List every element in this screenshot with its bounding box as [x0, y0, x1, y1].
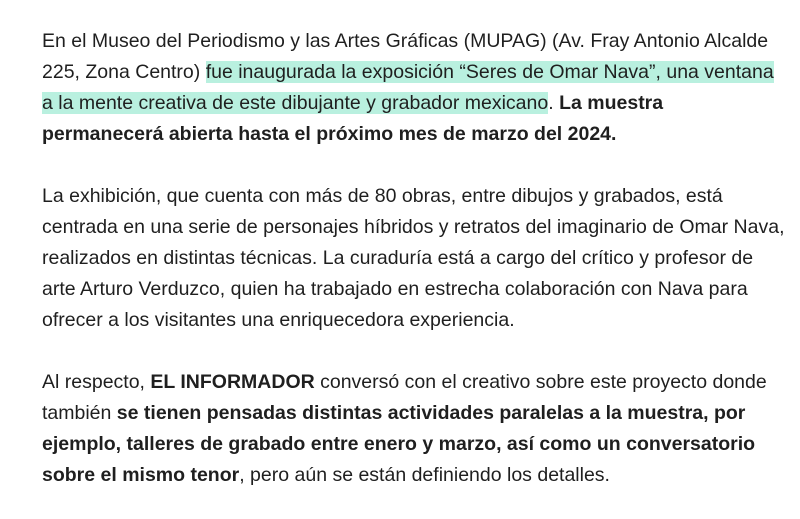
article-body: [42, 26, 787, 491]
paragraph-2: [42, 181, 787, 336]
paragraph-3-intro: Al respecto,: [42, 371, 151, 393]
outlet-name: EL INFORMADOR: [150, 371, 315, 393]
paragraph-1-bold: La muestra permanecerá abierta hasta el próximo mes de marzo del 2024.: [42, 92, 664, 145]
highlighted-text[interactable]: fue inaugurada la exposición “Seres de Omar Nava”, una ventana a la mente creativa de este dibujante y grabador mexicano: [42, 61, 774, 114]
paragraph-1-separator: .: [548, 92, 560, 114]
paragraph-1: [42, 26, 787, 150]
paragraph-2-text: La exhibición, que cuenta con más de 80 obras, entre dibujos y grabados, está centrada en una serie de personajes híbridos y retratos del imaginario de Omar Nava, realizados en distintas técnicas. La curaduría está a cargo del crítico y profesor de arte Arturo Verduzco, quien ha trabajado en estrecha colaboración con Nava para ofrecer a los visitantes una enriquecedora experiencia.: [42, 185, 785, 331]
paragraph-3-bold: se tienen pensadas distintas actividades paralelas a la muestra, por ejemplo, talleres de grabado entre enero y marzo, así como un conversatorio sobre el mismo tenor: [42, 402, 756, 486]
paragraph-3-outro: , pero aún se están definiendo los detalles.: [239, 464, 610, 486]
paragraph-1-intro: En el Museo del Periodismo y las Artes Gráficas (MUPAG) (Av. Fray Antonio Alcalde 225, Zona Centro): [42, 30, 769, 83]
paragraph-3-mid: conversó con el creativo sobre este proyecto donde también: [42, 371, 767, 424]
paragraph-3: [42, 367, 787, 491]
